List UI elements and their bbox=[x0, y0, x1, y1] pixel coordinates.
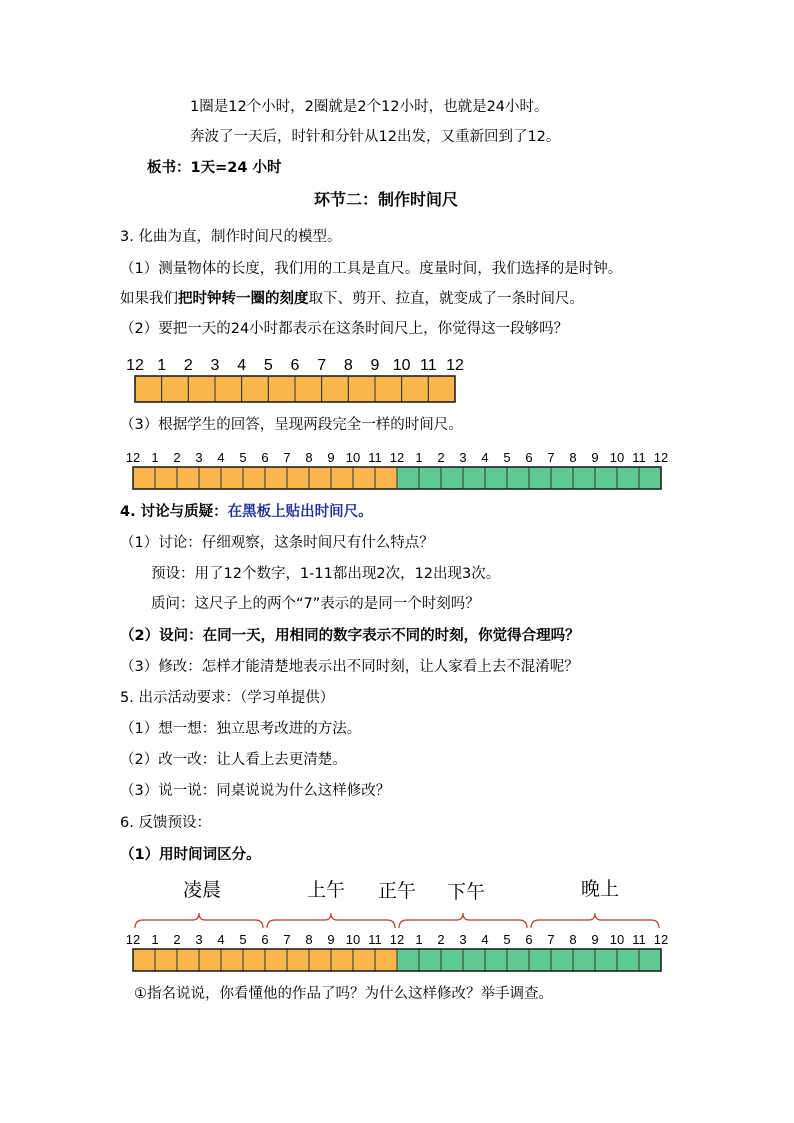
ruler3-tick-label: 3 bbox=[195, 932, 203, 947]
ruler2-segment bbox=[375, 467, 397, 489]
ruler2-tick-label: 10 bbox=[345, 450, 361, 465]
ruler3-segment bbox=[463, 949, 485, 971]
ruler2-tick-label: 3 bbox=[195, 450, 203, 465]
ruler3-segment bbox=[375, 949, 397, 971]
ruler3-tick-label: 7 bbox=[547, 932, 555, 947]
ruler1-tick-label: 9 bbox=[370, 357, 380, 374]
ruler3-segment bbox=[309, 949, 331, 971]
step6-f1: （1）用时间词区分。 bbox=[120, 847, 261, 863]
ruler2-tick-label: 12 bbox=[389, 450, 405, 465]
ruler3-segment bbox=[265, 949, 287, 971]
ruler2-segment bbox=[551, 467, 573, 489]
ruler1-segment bbox=[295, 376, 322, 402]
ruler2-tick-label: 12 bbox=[653, 450, 669, 465]
ruler3-segment bbox=[419, 949, 441, 971]
ruler2-tick-label: 2 bbox=[173, 450, 181, 465]
ruler2-segment bbox=[221, 467, 243, 489]
step4-q1: （1）讨论：仔细观察，这条时间尺有什么特点？ bbox=[120, 535, 434, 551]
ruler2-segment bbox=[397, 467, 419, 489]
ruler1-segment bbox=[375, 376, 402, 402]
period-brace bbox=[135, 913, 263, 928]
ruler2-segment bbox=[265, 467, 287, 489]
period-label: 下午 bbox=[446, 881, 486, 903]
ruler3-segment bbox=[133, 949, 155, 971]
step4-q1-question: 质问：这尺子上的两个“7”表示的是同一个时刻吗？ bbox=[151, 596, 480, 612]
period-brace bbox=[267, 913, 395, 928]
ruler2-segment bbox=[529, 467, 551, 489]
ruler2-segment bbox=[617, 467, 639, 489]
ruler2-segment bbox=[177, 467, 199, 489]
ruler3-segment bbox=[507, 949, 529, 971]
intro-line-2: 奔波了一天后，时针和分针从12出发，又重新回到了12。 bbox=[190, 129, 561, 145]
ruler3-segment bbox=[551, 949, 573, 971]
ruler3-segment bbox=[529, 949, 551, 971]
period-brace bbox=[399, 913, 527, 928]
ruler2-tick-label: 4 bbox=[217, 450, 225, 465]
section-title: 环节二：制作时间尺 bbox=[314, 190, 459, 209]
ruler2-tick-label: 11 bbox=[632, 450, 646, 465]
step3-p2: （2）要把一天的24小时都表示在这条时间尺上，你觉得这一段够吗？ bbox=[120, 321, 569, 337]
ruler1-tick-label: 7 bbox=[317, 357, 327, 374]
ruler3-segment bbox=[155, 949, 177, 971]
ruler3-tick-label: 1 bbox=[151, 932, 159, 947]
step5-r2: （2）改一改：让人看上去更清楚。 bbox=[120, 752, 347, 768]
ruler3-tick-label: 8 bbox=[569, 932, 577, 947]
ruler2-segment bbox=[639, 467, 661, 489]
ruler1-tick-label: 10 bbox=[392, 357, 411, 374]
step5-title: 5. 出示活动要求：（学习单提供） bbox=[120, 690, 335, 706]
ruler2-tick-label: 1 bbox=[151, 450, 159, 465]
ruler1-tick-label: 3 bbox=[210, 357, 220, 374]
step6-title: 6. 反馈预设： bbox=[120, 815, 211, 831]
ruler1-segment bbox=[428, 376, 455, 402]
ruler1-tick-label: 8 bbox=[343, 357, 353, 374]
ruler2-segment bbox=[353, 467, 375, 489]
ruler2-tick-label: 9 bbox=[327, 450, 335, 465]
step5-r3: （3）说一说：同桌说说为什么这样修改？ bbox=[120, 783, 391, 799]
ruler1-tick-label: 2 bbox=[183, 357, 193, 374]
ruler3-tick-label: 6 bbox=[261, 932, 269, 947]
ruler1-segment bbox=[242, 376, 269, 402]
ruler2-segment bbox=[243, 467, 265, 489]
ruler3-tick-label: 11 bbox=[368, 932, 382, 947]
ruler3-tick-label: 12 bbox=[389, 932, 405, 947]
ruler1-segment bbox=[135, 376, 162, 402]
ruler3-tick-label: 8 bbox=[305, 932, 313, 947]
ruler3-segment bbox=[353, 949, 375, 971]
ruler1-segment bbox=[188, 376, 215, 402]
ruler2-segment bbox=[133, 467, 155, 489]
board-note: 板书：1天=24 小时 bbox=[147, 160, 282, 176]
ruler3-segment bbox=[331, 949, 353, 971]
ruler3-segment bbox=[595, 949, 617, 971]
period-label: 上午 bbox=[306, 879, 346, 901]
ruler2-tick-label: 7 bbox=[547, 450, 555, 465]
ruler1-tick-label: 4 bbox=[237, 357, 247, 374]
ruler2-segment bbox=[573, 467, 595, 489]
ruler3-segment bbox=[243, 949, 265, 971]
ruler3-tick-label: 9 bbox=[591, 932, 599, 947]
ruler2-segment bbox=[485, 467, 507, 489]
ruler1-tick-label: 1 bbox=[157, 357, 167, 374]
ruler2-tick-label: 6 bbox=[525, 450, 533, 465]
ruler2-tick-label: 8 bbox=[305, 450, 313, 465]
ruler3-tick-label: 2 bbox=[173, 932, 181, 947]
ruler2-tick-label: 1 bbox=[415, 450, 423, 465]
ruler2-tick-label: 4 bbox=[481, 450, 489, 465]
period-brace bbox=[531, 913, 659, 928]
ruler2-segment bbox=[287, 467, 309, 489]
step6-f1-note: ①指名说说，你看懂他的作品了吗？为什么这样修改？举手调查。 bbox=[134, 986, 553, 1002]
ruler1-segment bbox=[348, 376, 375, 402]
ruler2-tick-label: 5 bbox=[503, 450, 511, 465]
ruler3-tick-label: 9 bbox=[327, 932, 335, 947]
ruler2-segment bbox=[463, 467, 485, 489]
step3-title: 3. 化曲为直，制作时间尺的模型。 bbox=[120, 229, 342, 245]
ruler2-segment bbox=[595, 467, 617, 489]
ruler3-tick-label: 3 bbox=[459, 932, 467, 947]
period-label: 正午 bbox=[377, 880, 417, 902]
step3-p1-b: 如果我们把时钟转一圈的刻度取下、剪开、拉直，就变成了一条时间尺。 bbox=[120, 291, 584, 307]
ruler2-tick-label: 2 bbox=[437, 450, 445, 465]
ruler2-tick-label: 6 bbox=[261, 450, 269, 465]
ruler3-tick-label: 11 bbox=[632, 932, 646, 947]
step4-q3: （3）修改：怎样才能清楚地表示出不同时刻，让人家看上去不混淆呢？ bbox=[120, 659, 579, 675]
ruler3-segment bbox=[177, 949, 199, 971]
ruler2-tick-label: 10 bbox=[609, 450, 625, 465]
step5-r1: （1）想一想：独立思考改进的方法。 bbox=[120, 721, 362, 737]
ruler3-segment bbox=[639, 949, 661, 971]
ruler3-segment bbox=[573, 949, 595, 971]
ruler3-segment bbox=[485, 949, 507, 971]
step3-p1-a: （1）测量物体的长度，我们用的工具是直尺。度量时间，我们选择的是时钟。 bbox=[120, 261, 623, 277]
ruler2-segment bbox=[331, 467, 353, 489]
ruler3-segment bbox=[397, 949, 419, 971]
ruler1-tick-label: 6 bbox=[290, 357, 300, 374]
ruler3-segment bbox=[199, 949, 221, 971]
ruler3-segment bbox=[287, 949, 309, 971]
ruler3-tick-label: 2 bbox=[437, 932, 445, 947]
ruler2-segment bbox=[155, 467, 177, 489]
ruler2-tick-label: 8 bbox=[569, 450, 577, 465]
ruler2-segment bbox=[441, 467, 463, 489]
ruler3-tick-label: 4 bbox=[481, 932, 489, 947]
ruler2-segment bbox=[199, 467, 221, 489]
ruler2-segment bbox=[507, 467, 529, 489]
ruler3-tick-label: 7 bbox=[283, 932, 291, 947]
intro-line-1: 1圈是12个小时，2圈就是2个12小时，也就是24小时。 bbox=[190, 99, 549, 115]
ruler1-tick-label: 12 bbox=[446, 357, 464, 374]
ruler3-tick-label: 5 bbox=[239, 932, 247, 947]
period-label: 凌晨 bbox=[182, 879, 222, 901]
ruler1-tick-label: 11 bbox=[420, 357, 437, 374]
ruler3-tick-label: 6 bbox=[525, 932, 533, 947]
ruler2-tick-label: 11 bbox=[368, 450, 382, 465]
ruler2-tick-label: 9 bbox=[591, 450, 599, 465]
ruler3-tick-label: 5 bbox=[503, 932, 511, 947]
ruler1-tick-label: 5 bbox=[263, 357, 273, 374]
ruler3-segment bbox=[221, 949, 243, 971]
ruler3-tick-label: 10 bbox=[345, 932, 361, 947]
ruler3-tick-label: 12 bbox=[653, 932, 669, 947]
step4-q2: （2）设问：在同一天，用相同的数字表示不同的时刻，你觉得合理吗？ bbox=[120, 628, 580, 644]
ruler2-tick-label: 12 bbox=[125, 450, 141, 465]
ruler3-tick-label: 4 bbox=[217, 932, 225, 947]
period-label: 晚上 bbox=[580, 878, 620, 900]
ruler3-tick-label: 10 bbox=[609, 932, 625, 947]
ruler1-segment bbox=[268, 376, 295, 402]
ruler3-segment bbox=[441, 949, 463, 971]
ruler3-tick-label: 12 bbox=[125, 932, 141, 947]
ruler1-tick-label: 12 bbox=[126, 357, 144, 374]
ruler1-segment bbox=[402, 376, 429, 402]
ruler1-segment bbox=[322, 376, 349, 402]
ruler2-segment bbox=[419, 467, 441, 489]
step3-p3: （3）根据学生的回答，呈现两段完全一样的时间尺。 bbox=[120, 417, 463, 433]
ruler3-segment bbox=[617, 949, 639, 971]
step4-q1-preset: 预设：用了12个数字，1-11都出现2次，12出现3次。 bbox=[151, 566, 501, 582]
ruler3-tick-label: 1 bbox=[415, 932, 423, 947]
ruler2-segment bbox=[309, 467, 331, 489]
ruler1-segment bbox=[162, 376, 189, 402]
ruler2-tick-label: 5 bbox=[239, 450, 247, 465]
ruler2-tick-label: 3 bbox=[459, 450, 467, 465]
ruler1-segment bbox=[215, 376, 242, 402]
ruler2-tick-label: 7 bbox=[283, 450, 291, 465]
step4-title: 4. 讨论与质疑：在黑板上贴出时间尺。 bbox=[120, 504, 373, 520]
